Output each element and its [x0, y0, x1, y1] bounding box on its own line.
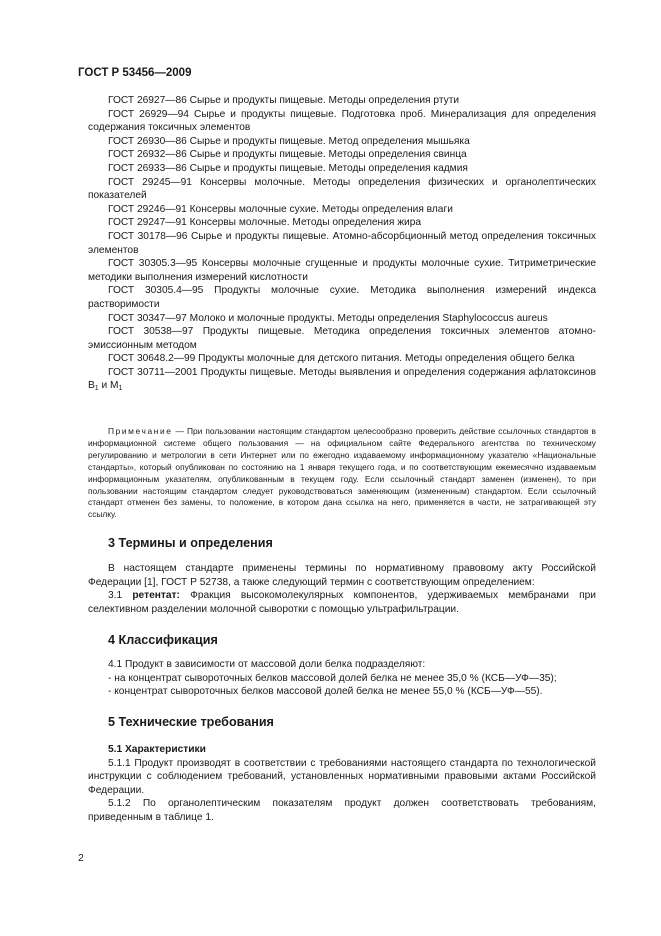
reference-text-mid: и M — [98, 380, 119, 392]
term-definition — [88, 589, 596, 616]
list-item: - концентрат сывороточных белков массовой долей белка не менее 55,0 % (КСБ—УФ—55). — [108, 686, 543, 698]
reference-item: ГОСТ 30648.2—99 Продукты молочные для детского питания. Методы определения общего белка — [108, 353, 575, 365]
reference-item: ГОСТ 29246—91 Консервы молочные сухие. Методы определения влаги — [108, 203, 453, 215]
section-5-paragraph: 5.1.1 Продукт производят в соответствии с требованиями настоящего стандарта по технологической инструкции с соблюдением требований, установленных нормативными правовыми актами Российской Федерации. — [88, 757, 596, 796]
reference-item: ГОСТ 26932—86 Сырье и продукты пищевые. Методы определения свинца — [108, 149, 467, 161]
list-item: - на концентрат сывороточных белков массовой долей белка не менее 35,0 % (КСБ—УФ—35); — [108, 672, 557, 684]
section-4-title: 4 Классификация — [108, 633, 218, 647]
reference-item: ГОСТ 30305.3—95 Консервы молочные сгущенные и продукты молочные сухие. Титриметрические методики выполнения измерений кислотности — [88, 258, 596, 283]
reference-item: ГОСТ 26930—86 Сырье и продукты пищевые. Метод определения мышьяка — [108, 135, 470, 147]
reference-item: ГОСТ 30178—96 Сырье и продукты пищевые. Атомно-абсорбционный метод определения токсичных элементов — [88, 230, 596, 256]
section-3-paragraph: В настоящем стандарте применены термины по нормативному правовому акту Российской Федерации [1], ГОСТ Р 52738, а также следующий термин с соответствующим определением: — [88, 563, 596, 588]
reference-item: ГОСТ 26933—86 Сырье и продукты пищевые. Методы определения кадмия — [108, 162, 468, 174]
reference-item-last — [88, 366, 596, 396]
references-list — [88, 94, 596, 396]
document-header: ГОСТ Р 53456—2009 — [78, 67, 192, 79]
subscript: 1 — [94, 385, 99, 393]
reference-item: ГОСТ 30305.4—95 Продукты молочные сухие. Методика выполнения измерений индекса растворимости — [88, 285, 596, 310]
reference-item: ГОСТ 26929—94 Сырье и продукты пищевые. Подготовка проб. Минерализация для определения содержания токсичных элементов — [88, 108, 596, 134]
page-number: 2 — [78, 852, 84, 864]
note-label: Примечание — [108, 426, 173, 436]
subsection-title: 5.1 Характеристики — [108, 744, 206, 755]
section-3-body — [88, 562, 596, 616]
section-3-title: 3 Термины и определения — [108, 536, 273, 550]
reference-item: ГОСТ 30538—97 Продукты пищевые. Методика определения токсичных элементов атомно-эмиссионным методом — [88, 326, 596, 351]
term-number: 3.1 — [108, 590, 133, 602]
section-5-paragraph: 5.1.2 По органолептическим показателям продукт должен соответствовать требованиям, приведенным в таблице 1. — [88, 798, 596, 823]
subscript: 1 — [118, 385, 123, 393]
section-4-paragraph: 4.1 Продукт в зависимости от массовой доли белка подразделяют: — [108, 659, 426, 670]
term-name: ретентат: — [132, 590, 180, 602]
note-block — [88, 426, 596, 521]
reference-item: ГОСТ 29247—91 Консервы молочные. Методы определения жира — [108, 217, 422, 229]
reference-item: ГОСТ 29245—91 Консервы молочные. Методы определения физических и органолептических показателей — [88, 176, 596, 202]
section-5-body — [88, 741, 596, 825]
section-4-body — [88, 658, 596, 699]
reference-text: ГОСТ 30711—2001 Продукты пищевые. Методы выявления и определения содержания афлатоксинов B — [88, 366, 596, 392]
reference-item: ГОСТ 26927—86 Сырье и продукты пищевые. Методы определения ртути — [108, 95, 460, 106]
reference-item: ГОСТ 30347—97 Молоко и молочные продукты. Методы определения Staphylococcus aureus — [108, 312, 548, 324]
note-text: — При пользовании настоящим стандартом целесообразно проверить действие ссылочных стандартов в информационной системе общего пользования — на официальном сайте Федерального агентства по техническому регулированию и метрологии в сети Интернет или по ежегодно издаваемому информационному указателю «Национальные стандарты», который опубликован по состоянию на 1 января текущего года, и по соответствующим ежемесячно издаваемым информационным указателям, опубликованным в текущем году. Если ссылочный стандарт заменен (изменен), то при пользовании настоящим стандартом следует руководствоваться заменяющим (измененным) стандартом. Если ссылочный стандарт отменен без замены, то положение, в котором дана ссылка на него, применяется в части, не затрагивающей эту ссылку. — [88, 426, 596, 520]
term-def: Фракция высокомолекулярных компонентов, удерживаемых мембранами при селективном разделении молочной сыворотки с помощью ультрафильтрации. — [88, 590, 596, 615]
section-5-title: 5 Технические требования — [108, 715, 274, 729]
